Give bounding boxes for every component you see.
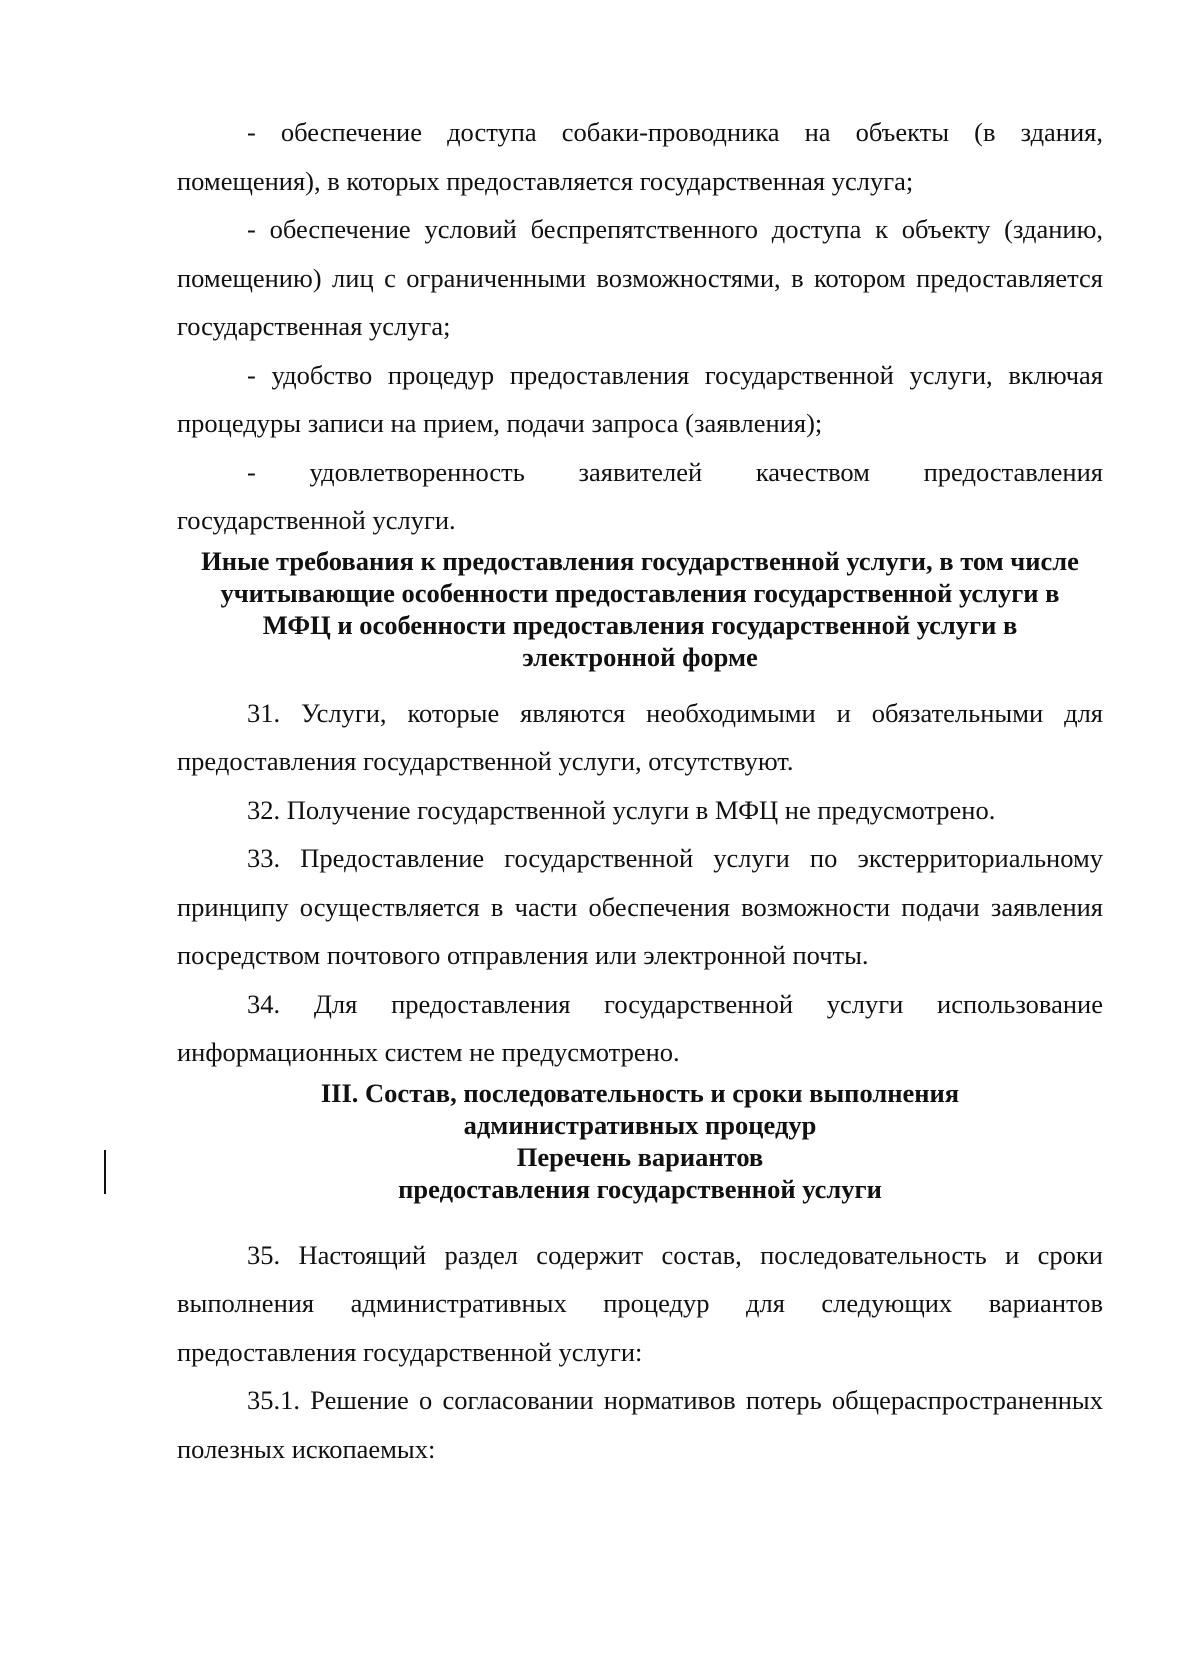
- subsection-heading-service-variants: [177, 1141, 1103, 1205]
- paragraph-35: 35. Настоящий раздел содержит состав, последовательность и сроки выполнения административных процедур для следующих вариантов предоставления государственной услуги:: [177, 1239, 1103, 1367]
- paragraph-33: 33. Предоставление государственной услуги по экстерриториальному принципу осуществляется в части обеспечения возможности подачи заявления посредством почтового отправления или электронной почты.: [177, 843, 1103, 970]
- paragraph-31: 31. Услуги, которые являются необходимыми и обязательными для предоставления государственной услуги, отсутствуют.: [177, 697, 1103, 776]
- paragraph-34: 34. Для предоставления государственной услуги использование информационных систем не предусмотрено.: [177, 988, 1103, 1067]
- heading-line: Перечень вариантов: [516, 1141, 764, 1172]
- section-heading-other-requirements: [177, 545, 1103, 673]
- document-page: [177, 108, 1103, 1473]
- paragraph-32: 32. Получение государственной услуги в МФЦ не предусмотрено.: [247, 794, 996, 825]
- paragraph-35-1: 35.1. Решение о согласовании нормативов потерь общераспространенных полезных ископаемых:: [177, 1385, 1103, 1464]
- paragraph-guide-dog-access: - обеспечение доступа собаки-проводника на объекты (в здания, помещения), в которых предоставляется государственная услуга;: [177, 117, 1103, 196]
- heading-line: III. Состав, последовательность и сроки выполнения: [320, 1077, 960, 1108]
- heading-line: учитывающие особенности предоставления государственной услуги в: [220, 577, 1060, 608]
- heading-line: предоставления государственной услуги: [398, 1173, 882, 1204]
- heading-line: административных процедур: [463, 1109, 817, 1140]
- heading-line: электронной форме: [522, 641, 758, 672]
- heading-line: МФЦ и особенности предоставления государственной услуги в: [262, 609, 1018, 640]
- margin-revision-mark: [104, 1150, 106, 1194]
- paragraph-applicant-satisfaction: - удовлетворенность заявителей качеством предоставления государственной услуги.: [177, 456, 1103, 535]
- paragraph-procedure-convenience: - удобство процедур предоставления государственной услуги, включая процедуры записи на прием, подачи запроса (заявления);: [177, 359, 1103, 438]
- heading-line: Иные требования к предоставления государственной услуги, в том числе: [201, 545, 1079, 576]
- paragraph-unobstructed-access: - обеспечение условий беспрепятственного доступа к объекту (зданию, помещению) лиц с ограниченными возможностями, в котором предоставляется государственная услуга;: [177, 214, 1103, 341]
- section-heading-administrative-procedures: [177, 1077, 1103, 1141]
